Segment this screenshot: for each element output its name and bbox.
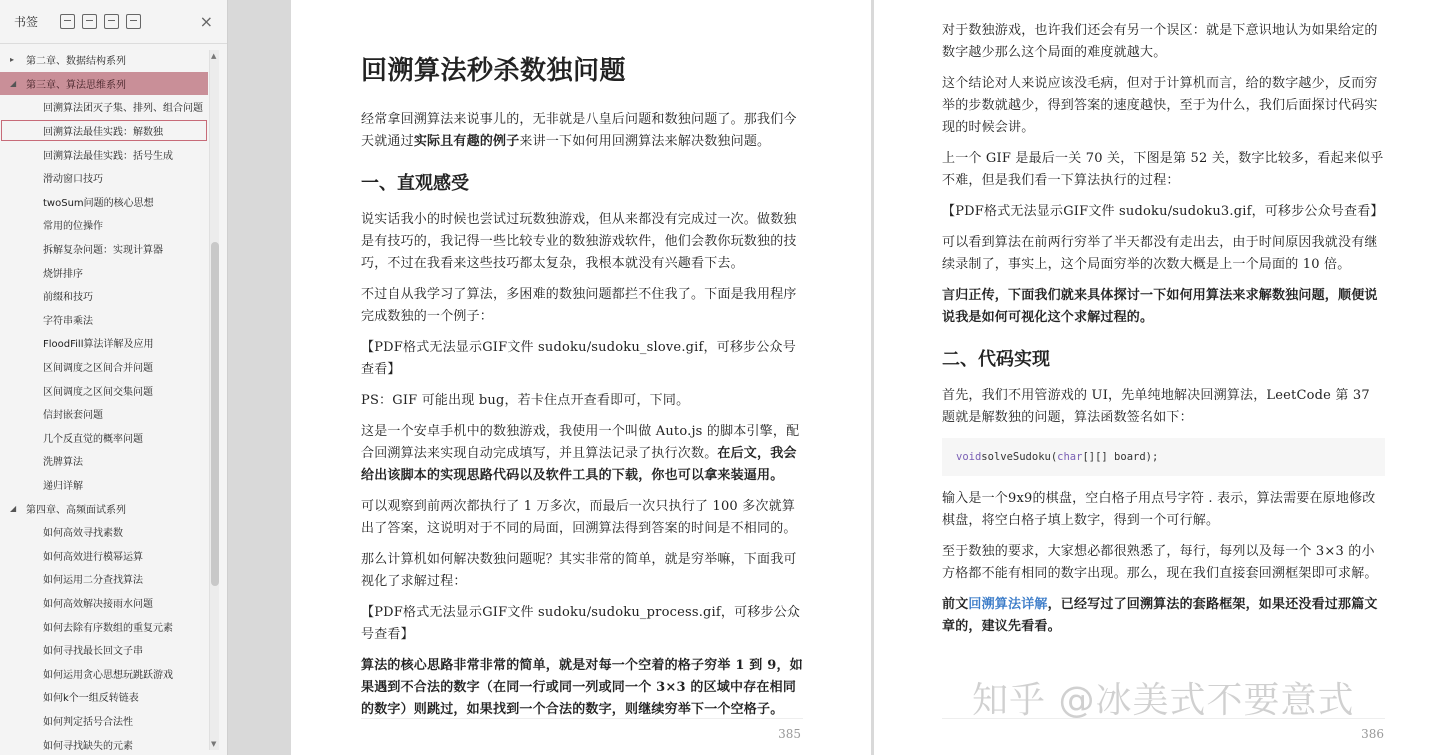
bookmark-label: 前缀和技巧 xyxy=(43,292,93,304)
paragraph: 说实话我小的时候也尝试过玩数独游戏，但从来都没有完成过一次。做数独是有技巧的，我记得一些比较专业的数独游戏软件，他们会教你玩数独的技巧，不过在我看来这些技巧都太复杂，我根本就没有兴趣看下去。 xyxy=(361,212,797,271)
bookmark-item[interactable] xyxy=(0,378,208,402)
bookmark-item[interactable] xyxy=(0,402,208,426)
bookmark-label: 如何寻找缺失的元素 xyxy=(43,740,133,752)
bookmark-item[interactable] xyxy=(0,284,208,308)
bookmark-item[interactable] xyxy=(0,567,208,591)
bookmark-label: 回溯算法最佳实践：括号生成 xyxy=(43,150,173,162)
paragraph: 不过自从我学习了算法，多困难的数独问题都拦不住我了。下面是我用程序完成数独的一个例子： xyxy=(361,287,797,324)
bookmark-item[interactable] xyxy=(0,237,208,261)
pdf-page-386 xyxy=(874,0,1440,755)
bookmark-label: 第四章、高频面试系列 xyxy=(26,504,126,516)
bookmark-label: 第三章、算法思维系列 xyxy=(26,79,126,91)
bookmark-item[interactable] xyxy=(0,190,208,214)
collapse-all-icon[interactable] xyxy=(82,14,97,29)
bookmark-item[interactable] xyxy=(0,260,208,284)
bookmark-item[interactable] xyxy=(0,661,208,685)
bookmark-item[interactable] xyxy=(0,732,208,755)
paragraph: 言归正传，下面我们就来具体探讨一下如何用算法来求解数独问题，顺便说说我是如何可视化这个求解过程的。 xyxy=(942,288,1378,325)
bookmark-label: 滑动窗口技巧 xyxy=(43,174,103,186)
expand-all-icon[interactable] xyxy=(60,14,75,29)
paragraph: 这个结论对人来说应该没毛病，但对于计算机而言，给的数字越少，反而穷举的步数就越少，得到答案的速度越快，至于为什么，我们后面探讨代码实现的时候会讲。 xyxy=(942,76,1378,135)
section-heading: 一、直观感受 xyxy=(361,173,469,194)
paragraph: 可以观察到前两次都执行了 1 万多次，而最后一次只执行了 100 多次就算出了答案，这说明对于不同的局面，回溯算法得到答案的时间是不相同的。 xyxy=(361,499,797,536)
gif-placeholder: 【PDF格式无法显示GIF文件 sudoku/sudoku_process.gif，可移步公众号查看】 xyxy=(361,605,801,642)
gif-placeholder: 【PDF格式无法显示GIF文件 sudoku/sudoku_slove.gif，可移步公众号查看】 xyxy=(361,340,796,377)
paragraph: 至于数独的要求，大家想必都很熟悉了，每行，每列以及每一个 3×3 的小方格都不能有相同的数字出现。那么，现在我们直接套回溯框架即可求解。 xyxy=(942,544,1378,581)
bookmark-item[interactable] xyxy=(0,614,208,638)
bookmark-item[interactable] xyxy=(0,308,208,332)
bookmark-item[interactable] xyxy=(0,426,208,450)
paragraph: 前文回溯算法详解，已经写过了回溯算法的套路框架，如果还没看过那篇文章的，建议先看看。 xyxy=(942,597,1378,634)
paragraph: 上一个 GIF 是最后一关 70 关，下图是第 52 关，数字比较多，看起来似乎不难，但是我们看一下算法执行的过程： xyxy=(942,151,1384,188)
intro-paragraph: 经常拿回溯算法来说事儿的，无非就是八皇后问题和数独问题了。那我们今天就通过实际且有趣的例子来讲一下如何用回溯算法来解决数独问题。 xyxy=(361,112,797,149)
bookmark-label: 如何高效进行模幂运算 xyxy=(43,551,143,563)
bookmark-list xyxy=(0,48,208,755)
bookmark-sidebar xyxy=(0,0,228,755)
sidebar-scrollbar[interactable] xyxy=(209,50,219,750)
bookmark-label: 拆解复杂问题：实现计算器 xyxy=(43,245,163,257)
bookmark-item[interactable] xyxy=(0,473,208,497)
bookmark-label: 字符串乘法 xyxy=(43,315,93,327)
bookmark-chapter[interactable] xyxy=(0,48,208,72)
paragraph: 对于数独游戏，也许我们还会有另一个误区：就是下意识地认为如果给定的数字越少那么这个局面的难度就越大。 xyxy=(942,23,1378,60)
bookmark-label: 如何高效寻找素数 xyxy=(43,528,123,540)
sidebar-header xyxy=(0,0,227,44)
watermark: 知乎 @冰美式不要意式 xyxy=(972,680,1355,721)
bookmark-label: 洗牌算法 xyxy=(43,457,83,469)
paragraph: PS：GIF 可能出现 bug，若卡住点开查看即可，下同。 xyxy=(361,393,690,408)
bookmark-item[interactable] xyxy=(0,355,208,379)
bookmark-item[interactable] xyxy=(0,142,208,166)
bookmark-label: 递归详解 xyxy=(43,480,83,492)
bookmark-chapter[interactable] xyxy=(0,496,208,520)
pdf-page-385 xyxy=(291,0,871,755)
scrollbar-thumb[interactable] xyxy=(211,242,219,586)
bookmark-chapter[interactable] xyxy=(0,72,208,96)
bookmark-label: 如何寻找最长回文子串 xyxy=(43,646,143,658)
page-number: 385 xyxy=(778,727,801,741)
sidebar-toolbar xyxy=(60,14,141,29)
bookmark-item[interactable] xyxy=(0,591,208,615)
paragraph: 那么计算机如何解决数独问题呢？其实非常的简单，就是穷举嘛，下面我可视化了求解过程： xyxy=(361,552,797,589)
bookmark-item[interactable] xyxy=(0,331,208,355)
close-icon[interactable]: × xyxy=(199,11,213,31)
bookmark-label: 如何运用贪心思想玩跳跃游戏 xyxy=(43,669,173,681)
bookmark-label: 常用的位操作 xyxy=(43,221,103,233)
paragraph: 这是一个安卓手机中的数独游戏，我使用一个叫做 Auto.js 的脚本引擎，配合回溯算法来实现自动完成填写，并且算法记录了执行次数。在后文，我会给出该脚本的实现思路代码以及软件工具的下载，你也可以拿来装逼用。 xyxy=(361,424,800,483)
bookmark-label: 烧饼排序 xyxy=(43,268,83,280)
bookmark-item[interactable] xyxy=(0,638,208,662)
bookmark-item[interactable] xyxy=(0,119,208,143)
bookmark-label: 区间调度之区间合并问题 xyxy=(43,363,153,375)
page-title: 回溯算法秒杀数独问题 xyxy=(361,56,627,86)
bookmark-label: FloodFill算法详解及应用 xyxy=(43,339,154,351)
paragraph: 输入是一个9x9的棋盘，空白格子用点号字符 . 表示，算法需要在原地修改棋盘，将空白格子填上数字，得到一个可行解。 xyxy=(942,491,1376,528)
bookmark-label: 如何判定括号合法性 xyxy=(43,716,133,728)
bookmark-label: 几个反直觉的概率问题 xyxy=(43,433,143,445)
bookmark-item[interactable] xyxy=(0,709,208,733)
bookmark-label: twoSum问题的核心思想 xyxy=(43,197,154,209)
code-block: void solveSudoku( char [][] board); xyxy=(942,438,1385,476)
collapse-arrow-icon[interactable]: ◢ xyxy=(10,78,17,88)
backtrack-article-link[interactable]: 回溯算法详解 xyxy=(968,597,1048,612)
bookmark-item[interactable] xyxy=(0,166,208,190)
paragraph: 可以看到算法在前两行穷举了半天都没有走出去，由于时间原因我就没有继续录制了，事实上，这个局面穷举的次数大概是上一个局面的 10 倍。 xyxy=(942,235,1378,272)
gif-placeholder: 【PDF格式无法显示GIF文件 sudoku/sudoku3.gif，可移步公众号查看】 xyxy=(942,204,1384,219)
add-bookmark-icon[interactable] xyxy=(104,14,119,29)
bookmark-options-icon[interactable] xyxy=(126,14,141,29)
bookmark-label: 回溯算法最佳实践：解数独 xyxy=(43,127,163,139)
bookmark-item[interactable] xyxy=(0,685,208,709)
bookmark-label: 如何高效解决接雨水问题 xyxy=(43,598,153,610)
bookmark-item[interactable] xyxy=(0,449,208,473)
bookmark-label: 回溯算法团灭子集、排列、组合问题 xyxy=(43,103,203,115)
collapse-arrow-icon[interactable]: ◢ xyxy=(10,503,17,513)
expand-arrow-icon[interactable]: ▸ xyxy=(10,55,15,65)
paragraph: 首先，我们不用管游戏的 UI，先单纯地解决回溯算法，LeetCode 第 37 题就是解数独的问题，算法函数签名如下： xyxy=(942,388,1370,425)
paragraph: 算法的核心思路非常非常的简单，就是对每一个空着的格子穷举 1 到 9，如果遇到不合法的数字（在同一行或同一列或同一个 3×3 的区域中存在相同的数字）则跳过，如果找到一个合法的数字，则继续穷举下一个空格子。 xyxy=(361,658,803,717)
bookmark-label: 如何去除有序数组的重复元素 xyxy=(43,622,173,634)
bookmark-label: 信封嵌套问题 xyxy=(43,410,103,422)
scroll-down-icon[interactable]: ▼ xyxy=(211,740,217,748)
bookmark-label: 如何k个一组反转链表 xyxy=(43,693,139,705)
sidebar-title: 书签 xyxy=(14,15,39,29)
scroll-up-icon[interactable]: ▲ xyxy=(211,52,217,60)
bookmark-label: 第二章、数据结构系列 xyxy=(26,56,126,68)
bookmark-item[interactable] xyxy=(0,543,208,567)
section-heading: 二、代码实现 xyxy=(942,349,1050,370)
bookmark-item[interactable] xyxy=(0,213,208,237)
bookmark-label: 区间调度之区间交集问题 xyxy=(43,386,153,398)
page-number: 386 xyxy=(1361,727,1384,741)
bookmark-item[interactable] xyxy=(0,95,208,119)
bookmark-label: 如何运用二分查找算法 xyxy=(43,575,143,587)
bookmark-item[interactable] xyxy=(0,520,208,544)
footer-rule xyxy=(361,718,803,719)
